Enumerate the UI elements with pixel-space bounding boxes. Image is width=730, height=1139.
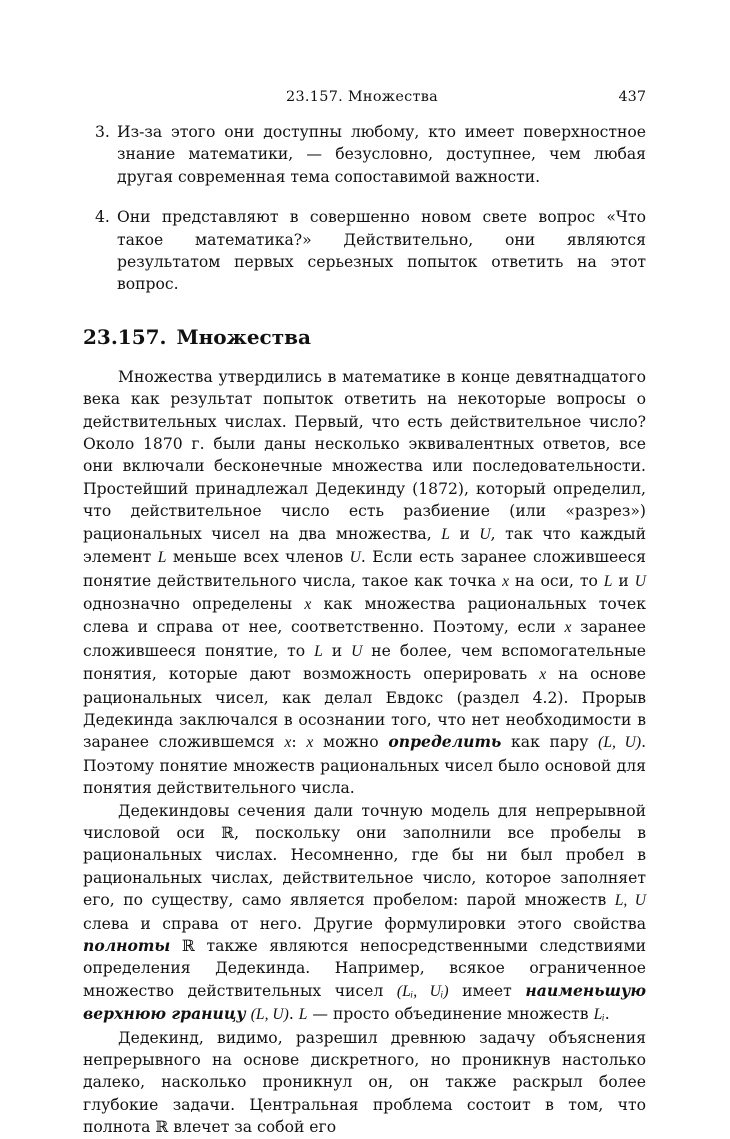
math-symbol: x [502, 572, 509, 590]
math-symbol: x [564, 619, 572, 637]
text-run: . Поэтому понятие множеств рациональных чисел было основой для понятия действительного числа. [83, 733, 647, 798]
list-item-text: Из-за этого они доступны любому, кто имеет поверхностное знание математики, — безусловно, доступнее, чем любая другая современная тема сопоставимой важности. [117, 123, 646, 186]
math-symbol: (Lᵢ, Uᵢ) [396, 982, 449, 1000]
text-run: — просто объединение множеств [312, 1005, 589, 1024]
text-run: , так что каждый элемент [83, 524, 646, 567]
list-item [83, 206, 646, 296]
math-symbol: L [314, 642, 323, 660]
section-heading [83, 323, 646, 351]
text-run: однозначно определены [83, 594, 293, 613]
text-run: заранее сложившееся понятие, то [83, 618, 646, 660]
math-symbol: x [304, 595, 312, 613]
section-title: Множества [176, 324, 311, 349]
math-symbol: x [539, 666, 547, 684]
text-run: можно [323, 733, 379, 752]
text-run: : [291, 733, 297, 752]
text-run: на основе рациональных чисел, как делал Евдокс (раздел 4.2). Прорыв Дедекинда заключался в осознании того, что нет необходимости в заранее сложившемся [83, 665, 646, 752]
text-run: ℝ также являются непосредственными следствиями определения Дедекинда. Например, всякое ограниченное множество действительных чисел [83, 937, 646, 1000]
running-head-title: 23.157. Множества [286, 89, 439, 105]
math-symbol: (L, U) [598, 734, 642, 752]
text-run: как пару [511, 733, 589, 752]
math-symbol: U [634, 572, 646, 590]
math-symbol: L [157, 549, 167, 567]
running-head [83, 86, 646, 108]
math-symbol: x [284, 734, 292, 752]
math-symbol: L [298, 1006, 308, 1024]
math-symbol: (L, U) [250, 1006, 289, 1024]
text-run: и [331, 641, 343, 660]
emphasis: наименьшую верхнюю границу [83, 980, 646, 1024]
paragraph-3 [83, 1027, 646, 1139]
paragraph-2 [83, 800, 646, 1027]
text-run: как множества рациональных точек слева и справа от нее, соответственно. Поэтому, если [83, 594, 646, 637]
text-run: и [459, 524, 470, 543]
text-run: слева и справа от него. Другие формулировки этого свойства [83, 914, 646, 933]
text-run: и [618, 571, 629, 590]
emphasis: полноты [83, 936, 171, 955]
math-symbol: L, U [614, 892, 646, 910]
math-symbol: U [351, 642, 363, 660]
list-item-number: 4. [95, 208, 110, 227]
text-run: не более, чем вспомогательные понятия, которые дают возможность оперировать [83, 641, 646, 684]
page-number: 437 [618, 89, 646, 105]
text-run: . Если есть заранее сложившееся понятие действительного числа, такое как точка [83, 548, 647, 590]
section-number: 23.157. [83, 324, 167, 349]
text-run: . [604, 1005, 610, 1024]
emphasis: определить [388, 732, 502, 752]
text-run: Множества утвердились в математике в конце девятнадцатого века как результат попыток ответить на некоторые вопросы о действительных числах. Первый, что есть действительное число? Около 1870 г. были даны несколько эквивалентных ответов, все они включали бесконечные множества или последовательности. Простейший принадлежал Дедекинду (1872), который определил, что действительное число есть разбиение (или «разрез») рациональных чисел на два множества, [83, 367, 646, 543]
list-item-text: Они представляют в совершенно новом свете вопрос «Что такое математика?» Действительно, они являются результатом первых серьезных попыток ответить на этот вопрос. [117, 208, 646, 294]
list-item-number: 3. [95, 123, 110, 141]
math-symbol: x [306, 734, 314, 752]
text-run: . [288, 1005, 294, 1024]
text-run: на оси, то [514, 571, 598, 590]
book-page [83, 86, 646, 1139]
math-symbol: U [479, 525, 491, 543]
paragraph-1 [83, 366, 646, 800]
text-run: Дедекинд, видимо, разрешил древнюю задачу объяснения непрерывного на основе дискретного, но проникнув настолько далеко, насколько проникнул он, он также раскрыл более глубокие задачи. Центральная проблема состоит в том, что полнота ℝ влечет за собой его [83, 1028, 646, 1137]
text-run: Дедекиндовы сечения дали точную модель для непрерывной числовой оси ℝ, поскольку они заполнили все пробелы в рациональных числах. Несомненно, где бы ни был пробел в рациональных числах, действительное число, которое заполняет его, по существу, само является пробелом: парой множеств [83, 801, 646, 910]
math-symbol: L [603, 572, 613, 590]
list-item [83, 121, 646, 188]
math-symbol: U [349, 549, 361, 567]
math-symbol: Lᵢ [593, 1006, 605, 1024]
math-symbol: L [441, 525, 450, 543]
text-run: меньше всех членов [172, 548, 344, 567]
text-run: имеет [462, 981, 512, 1000]
